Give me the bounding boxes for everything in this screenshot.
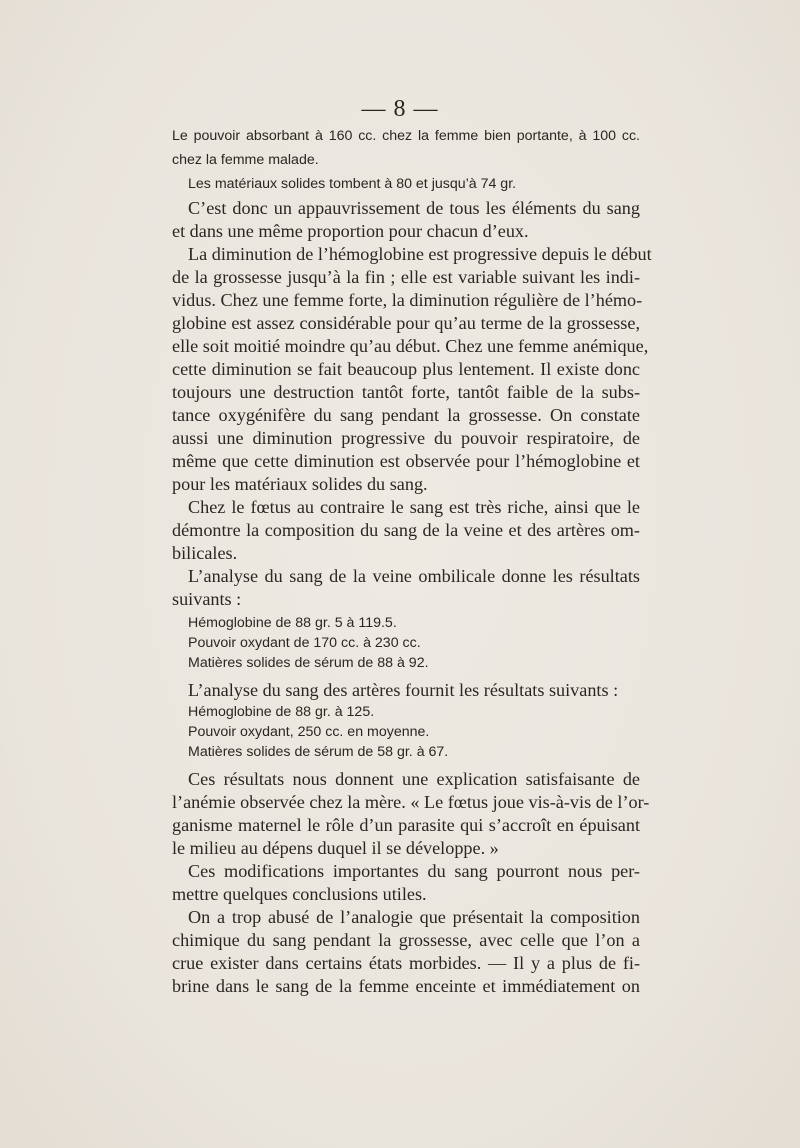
- text-line: même que cette diminution est observée pour l’hémoglobine et: [172, 451, 640, 471]
- text-line: chez la femme malade.: [172, 152, 319, 168]
- text-line: mettre quelques conclusions utiles.: [172, 884, 427, 904]
- text-line: Chez le fœtus au contraire le sang est très riche, ainsi que le: [188, 497, 640, 517]
- text-line: pour les matériaux solides du sang.: [172, 474, 428, 494]
- text-line: ganisme maternel le rôle d’un parasite qui s’accroît en épuisant: [172, 815, 640, 835]
- text-line: Hémoglobine de 88 gr. à 125.: [188, 704, 375, 720]
- text-line: tance oxygénifère du sang pendant la grossesse. On constate: [172, 405, 640, 425]
- text-line: suivants :: [172, 589, 242, 609]
- text-line: Matières solides de sérum de 88 à 92.: [188, 655, 429, 671]
- text-line: Hémoglobine de 88 gr. 5 à 119.5.: [188, 615, 397, 631]
- text-line: et dans une même proportion pour chacun d’eux.: [172, 221, 529, 241]
- text-line: Pouvoir oxydant de 170 cc. à 230 cc.: [188, 635, 421, 651]
- text-line: vidus. Chez une femme forte, la diminution régulière de l’hémo-: [172, 290, 643, 310]
- text-line: démontre la composition du sang de la veine et des artères om-: [172, 520, 640, 540]
- text-line: Ces résultats nous donnent une explication satisfaisante de: [188, 769, 640, 789]
- text-line: elle soit moitié moindre qu’au début. Chez une femme anémique,: [172, 336, 649, 356]
- text-line: L’analyse du sang de la veine ombilicale donne les résultats: [188, 566, 640, 586]
- text-line: brine dans le sang de la femme enceinte et immédiatement on: [172, 976, 640, 996]
- text-line: bilicales.: [172, 543, 238, 563]
- text-line: de la grossesse jusqu’à la fin ; elle est variable suivant les indi-: [172, 267, 640, 287]
- text-line: chimique du sang pendant la grossesse, avec celle que l’on a: [172, 930, 640, 950]
- text-line: Pouvoir oxydant, 250 cc. en moyenne.: [188, 724, 430, 740]
- text-line: Le pouvoir absorbant à 160 cc. chez la femme bien portante, à 100 cc.: [172, 128, 640, 144]
- text-line: Matières solides de sérum de 58 gr. à 67.: [188, 744, 449, 760]
- text-line: aussi une diminution progressive du pouvoir respiratoire, de: [172, 428, 640, 448]
- text-line: toujours une destruction tantôt forte, tantôt faible de la subs-: [172, 382, 640, 402]
- text-line: Ces modifications importantes du sang pourront nous per-: [188, 861, 640, 881]
- text-line: L’analyse du sang des artères fournit les résultats suivants :: [188, 680, 619, 700]
- text-line: C’est donc un appauvrissement de tous les éléments du sang: [188, 198, 640, 218]
- text-line: Les matériaux solides tombent à 80 et jusqu’à 74 gr.: [188, 176, 517, 192]
- text-line: On a trop abusé de l’analogie que présentait la composition: [188, 907, 640, 927]
- text-line: crue exister dans certains états morbides. — Il y a plus de fi-: [172, 953, 640, 973]
- text-line: le milieu au dépens duquel il se développe. »: [172, 838, 499, 858]
- text-line: La diminution de l’hémoglobine est progressive depuis le début: [188, 244, 652, 264]
- text-line: cette diminution se fait beaucoup plus lentement. Il existe donc: [172, 359, 640, 379]
- page-number: — 8 —: [361, 96, 439, 122]
- text-line: globine est assez considérable pour qu’au terme de la grossesse,: [172, 313, 640, 333]
- text-line: l’anémie observée chez la mère. « Le fœtus joue vis-à-vis de l’or-: [172, 792, 650, 812]
